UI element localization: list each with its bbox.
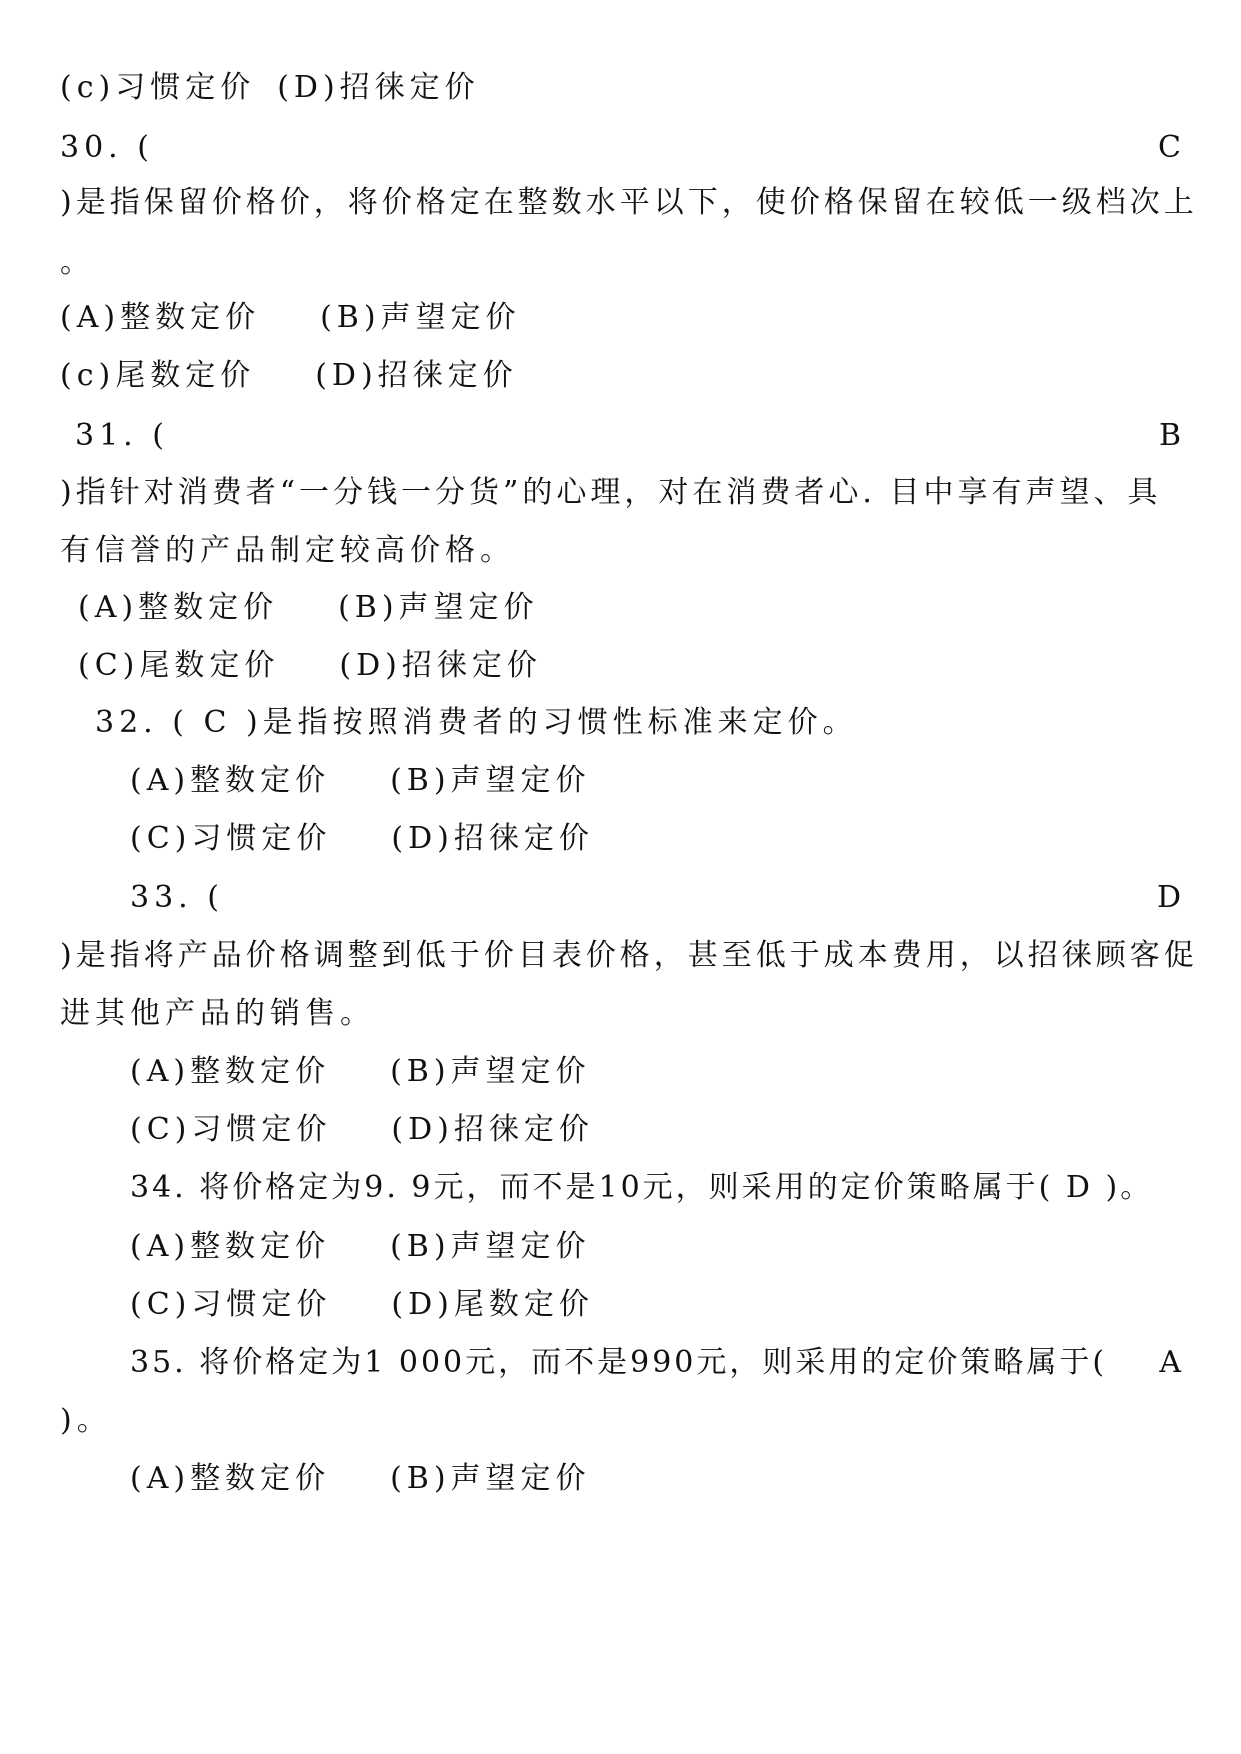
question-35-end: )。 <box>60 1403 112 1438</box>
question-31-text: )指针对消费者“一分钱一分货”的心理，对在消费者心. 目中享有声望、具 <box>60 475 1162 510</box>
option-line <box>60 300 521 336</box>
question-33-text: 进其他产品的销售。 <box>60 996 375 1031</box>
question-30-end: 。 <box>60 245 95 280</box>
option-line <box>130 821 594 857</box>
option-d: (D)招徕定价 <box>391 821 594 856</box>
question-33-number: 33. ( <box>130 880 224 915</box>
option-line <box>60 358 518 394</box>
question-31-text: 有信誉的产品制定较高价格。 <box>60 533 515 568</box>
option-line <box>130 1229 591 1265</box>
option-a: (A)整数定价 <box>60 300 261 335</box>
option-a: (A)整数定价 <box>130 763 331 798</box>
option-b: (B)声望定价 <box>390 1054 591 1089</box>
option-d: (D)招徕定价 <box>315 358 518 393</box>
option-line <box>130 1112 594 1148</box>
question-35-answer: A <box>1159 1345 1181 1380</box>
option-d: (D)招徕定价 <box>339 648 542 683</box>
option-b: (B)声望定价 <box>338 590 539 625</box>
question-33-text: )是指将产品价格调整到低于价目表价格，甚至低于成本费用，以招徕顾客促 <box>60 938 1198 973</box>
option-line <box>130 1054 591 1090</box>
question-30-number: 30. ( <box>60 130 154 165</box>
question-33-answer: D <box>1156 880 1181 915</box>
option-c: (C)习惯定价 <box>130 821 332 856</box>
option-a: (A)整数定价 <box>130 1461 331 1496</box>
option-a: (A)整数定价 <box>130 1054 331 1089</box>
option-c: (C)习惯定价 <box>130 1287 332 1322</box>
option-a: (A)整数定价 <box>78 590 279 625</box>
option-b: (B)声望定价 <box>390 763 591 798</box>
question-30-answer: C <box>1158 130 1181 165</box>
option-a: (A)整数定价 <box>130 1229 331 1264</box>
option-line <box>130 763 591 799</box>
option-line <box>130 1461 591 1497</box>
option-d: (D)尾数定价 <box>391 1287 594 1322</box>
option-line <box>78 590 539 626</box>
option-b: (B)声望定价 <box>390 1229 591 1264</box>
question-35-text: 35. 将价格定为1 000元，而不是990元，则采用的定价策略属于( <box>130 1345 1108 1380</box>
option-line <box>130 1287 594 1323</box>
question-34-text: 34. 将价格定为9. 9元，而不是10元，则采用的定价策略属于( D )。 <box>130 1170 1154 1205</box>
option-c: (C)习惯定价 <box>130 1112 332 1147</box>
option-line <box>60 70 480 106</box>
question-31-answer: B <box>1158 418 1181 453</box>
option-c: (c)习惯定价 <box>60 70 256 105</box>
option-c: (c)尾数定价 <box>60 358 256 393</box>
option-b: (B)声望定价 <box>390 1461 591 1496</box>
option-d: (D)招徕定价 <box>391 1112 594 1147</box>
option-d: (D)招徕定价 <box>277 70 480 105</box>
question-30-text: )是指保留价格价，将价格定在整数水平以下，使价格保留在较低一级档次上 <box>60 185 1198 220</box>
option-line <box>78 648 542 684</box>
option-c: (C)尾数定价 <box>78 648 280 683</box>
question-31-number: 31. ( <box>75 418 169 453</box>
option-b: (B)声望定价 <box>320 300 521 335</box>
question-32-text: 32. ( C )是指按照消费者的习惯性标准来定价。 <box>95 705 858 740</box>
